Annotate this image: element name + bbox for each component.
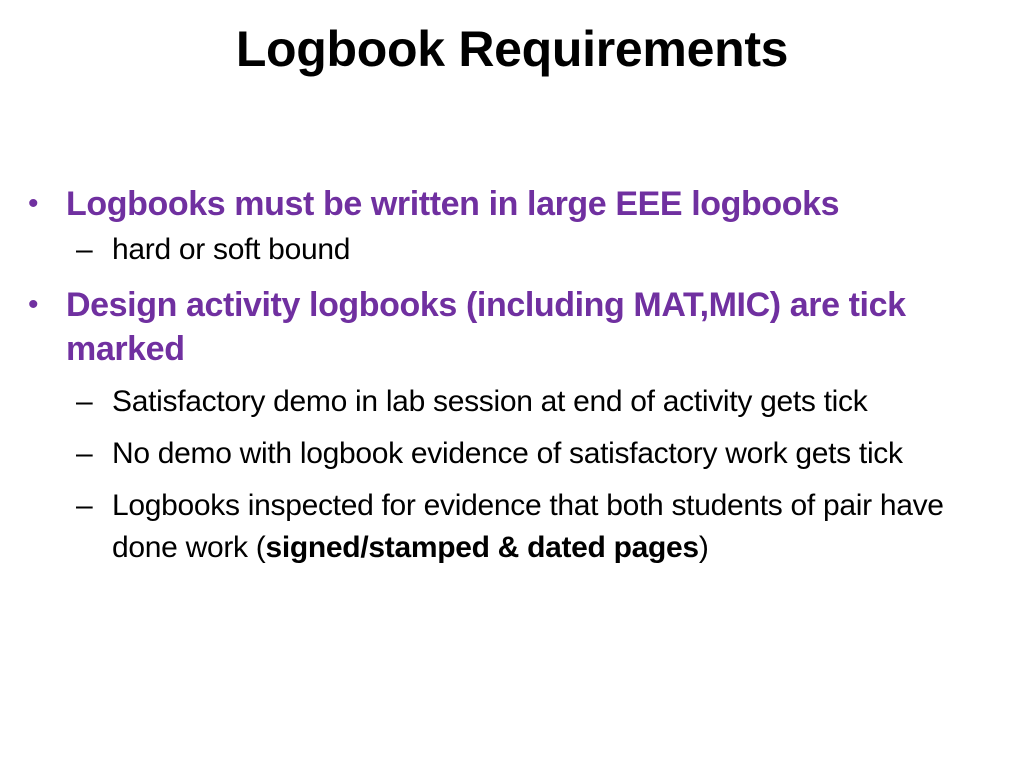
bullet-icon: • bbox=[28, 288, 39, 321]
sub-item-2-3-text-after: ) bbox=[698, 531, 709, 564]
bullet-item-2 bbox=[28, 283, 1003, 371]
sub-item-2-1-text: Satisfactory demo in lab session at end of activity gets tick bbox=[112, 385, 868, 418]
dash-icon: – bbox=[76, 489, 93, 522]
sub-item-2-1 bbox=[28, 381, 1003, 423]
sub-item-2-3-text-bold: signed/stamped & dated pages bbox=[265, 531, 699, 564]
bullet-icon: • bbox=[28, 187, 39, 220]
dash-icon: – bbox=[76, 233, 93, 266]
bullet-item-1 bbox=[28, 182, 1003, 226]
slide-content bbox=[28, 182, 1003, 569]
sub-item-2-2 bbox=[28, 433, 1003, 475]
sub-item-2-3-text-before: Logbooks inspected for evidence that both students of pair have done work ( bbox=[112, 489, 944, 564]
bullet-item-2-text: Design activity logbooks (including MAT,MIC) are tick marked bbox=[66, 286, 906, 368]
sub-item-1-1-text: hard or soft bound bbox=[112, 233, 351, 266]
sub-item-1-1 bbox=[28, 229, 1003, 271]
dash-icon: – bbox=[76, 437, 93, 470]
dash-icon: – bbox=[76, 385, 93, 418]
slide-title: Logbook Requirements bbox=[235, 21, 789, 77]
bullet-item-1-text: Logbooks must be written in large EEE logbooks bbox=[66, 185, 840, 223]
sub-item-2-2-text: No demo with logbook evidence of satisfactory work gets tick bbox=[112, 437, 903, 470]
sub-item-2-3 bbox=[28, 485, 1003, 569]
